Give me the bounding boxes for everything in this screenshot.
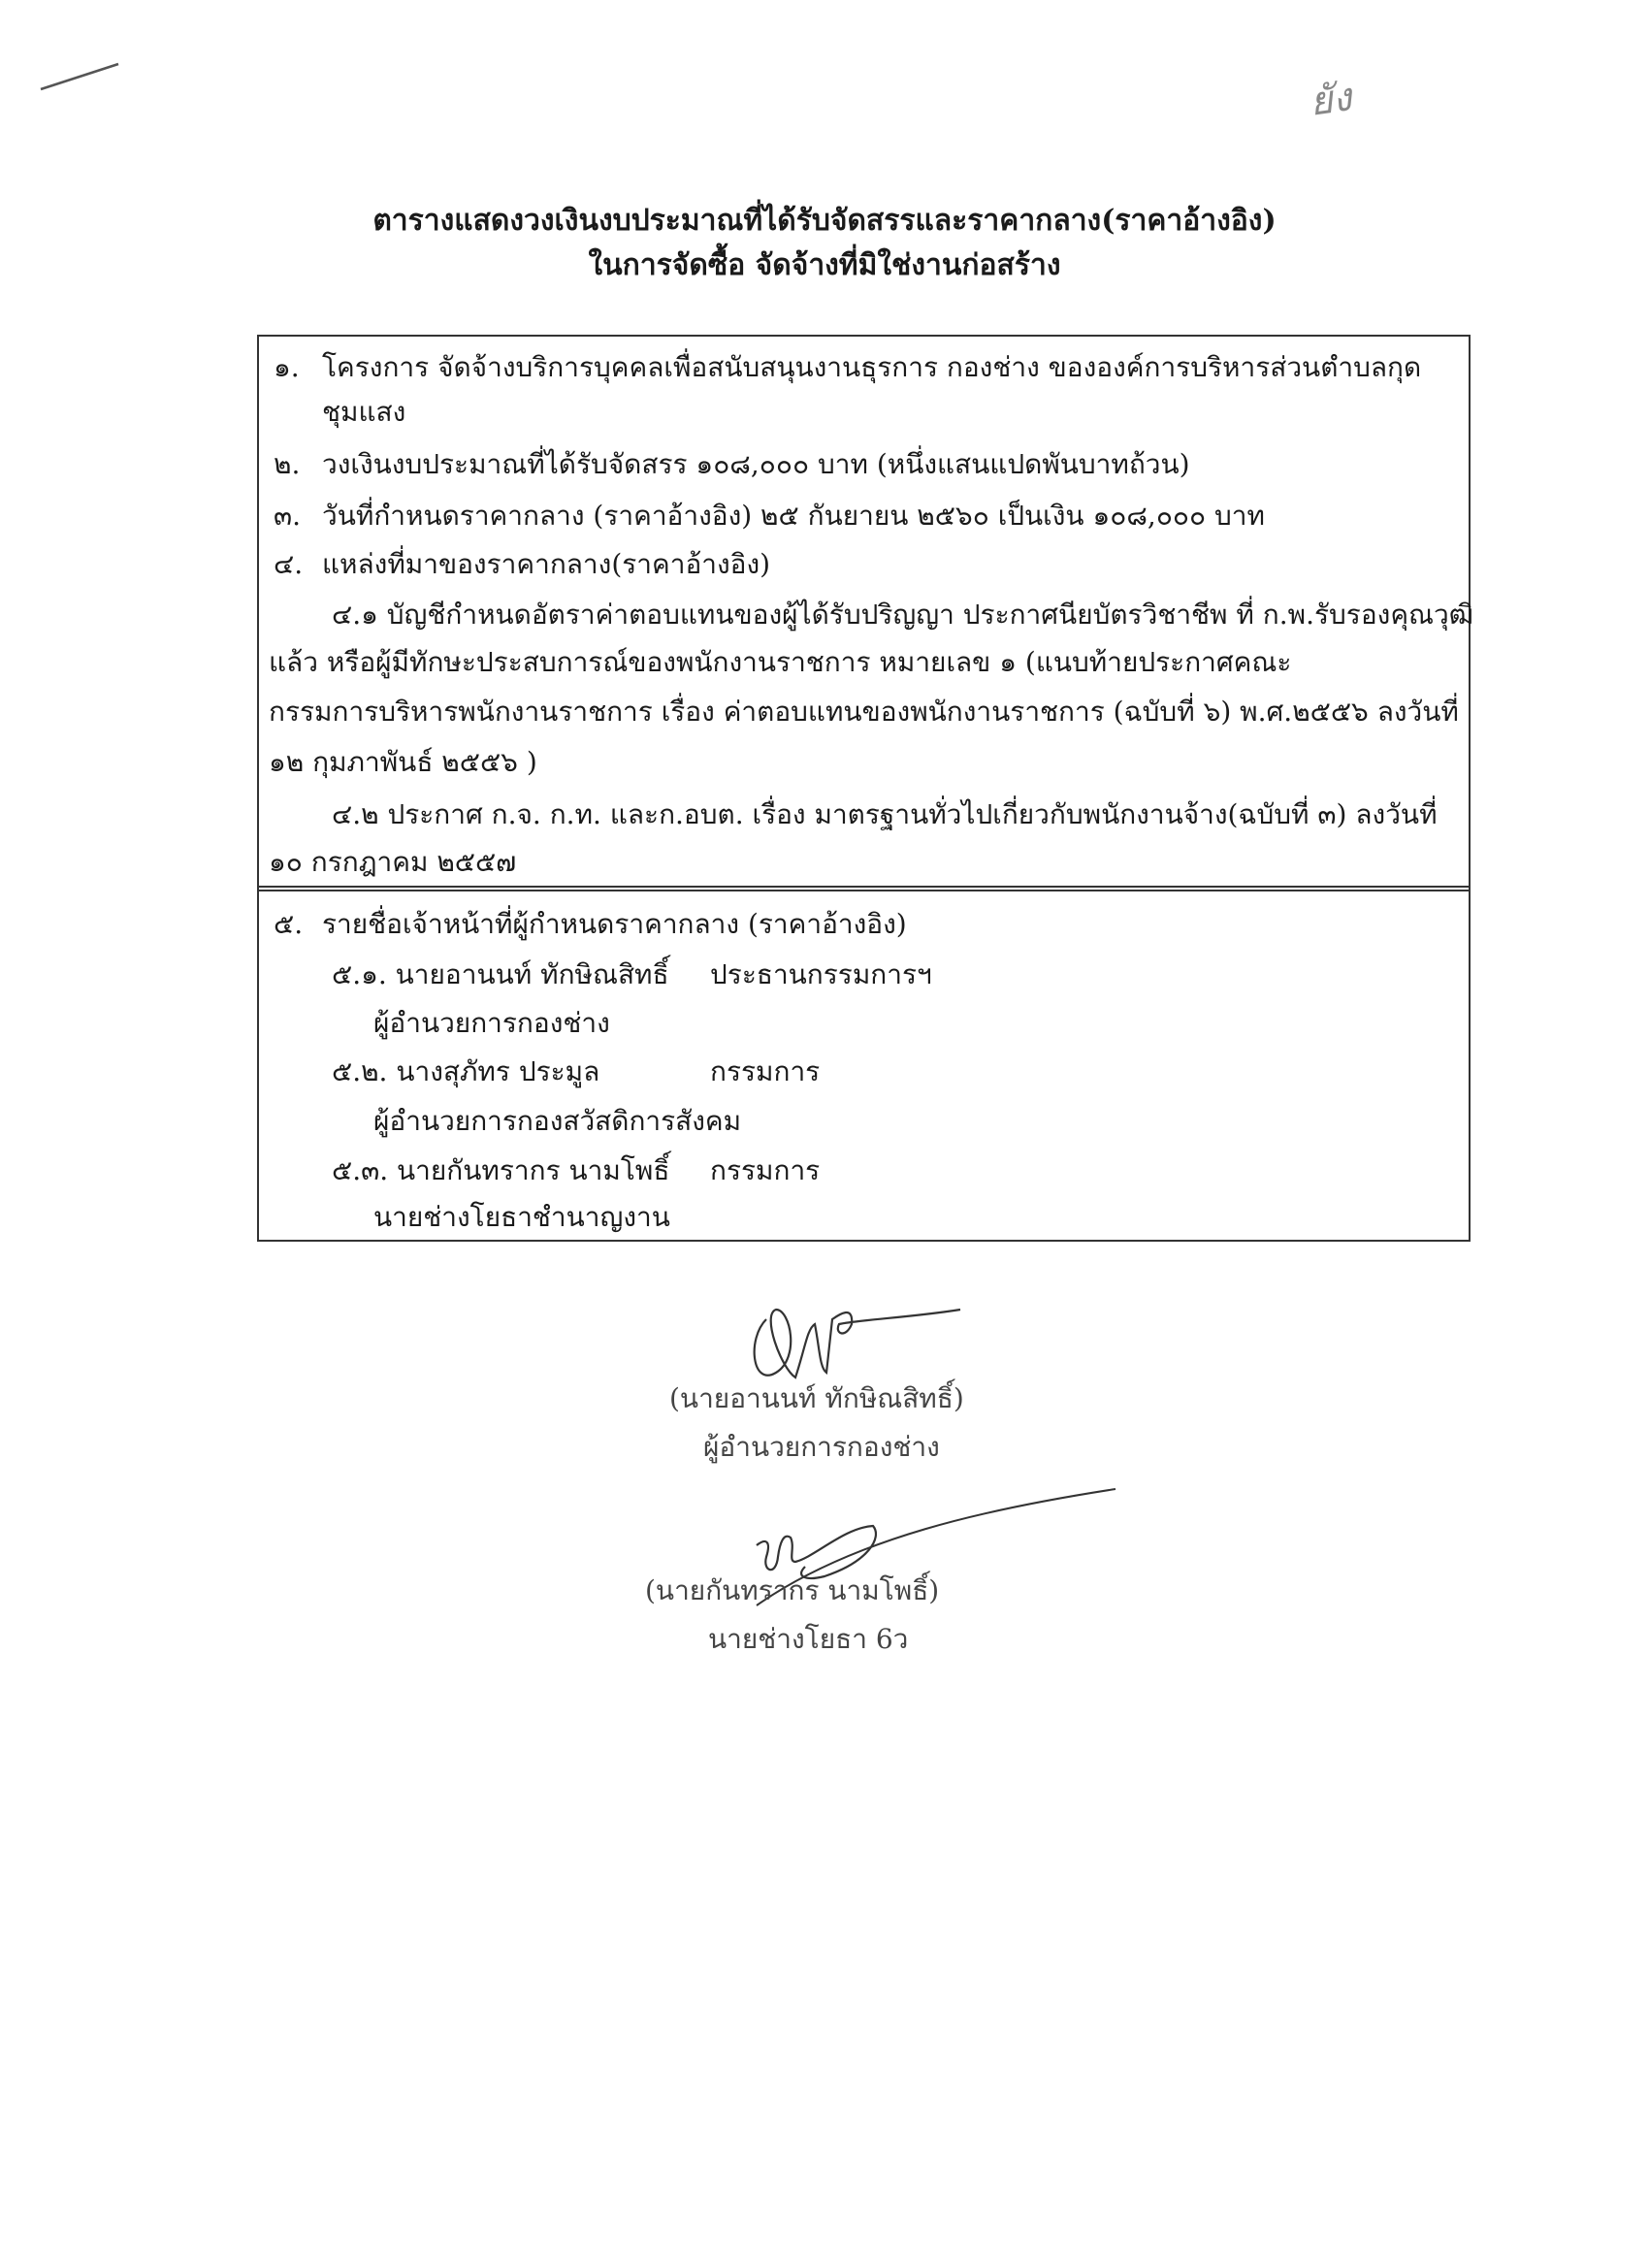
member-2-name: ๕.๒. นางสุภัทร ประมูล	[332, 1055, 600, 1087]
item-1-number: ๑.	[274, 351, 300, 383]
item-2-number: ๒.	[274, 448, 301, 480]
handwritten-page-mark: ยัง	[1307, 75, 1355, 125]
member-1-name: ๕.๑. นายอานนท์ ทักษิณสิทธิ์	[332, 958, 669, 990]
document-subtitle: ในการจัดซื้อ จัดจ้างที่มิใช่งานก่อสร้าง	[588, 248, 1061, 282]
signature-1-name: (นายอานนท์ ทักษิณสิทธิ์)	[669, 1382, 964, 1414]
item-4-1-line-4: ๑๒ กุมภาพันธ์ ๒๕๕๖ )	[269, 746, 537, 778]
item-5	[274, 905, 907, 944]
member-2-position: ผู้อำนวยการกองสวัสดิการสังคม	[373, 1105, 742, 1137]
item-4-text: แหล่งที่มาของราคากลาง(ราคาอ้างอิง)	[322, 548, 771, 580]
item-4-1-line-1: ๔.๑ บัญชีกำหนดอัตราค่าตอบแทนของผู้ได้รับปริญญา ประกาศนียบัตรวิชาชีพ ที่ ก.พ.รับรองคุณวุฒิ	[332, 599, 1474, 631]
member-1-position: ผู้อำนวยการกองช่าง	[373, 1007, 610, 1039]
signature-2-name: (นายกันทรากร นามโพธิ์)	[645, 1574, 940, 1606]
item-5-number: ๕.	[274, 908, 304, 940]
item-5-heading: รายชื่อเจ้าหน้าที่ผู้กำหนดราคากลาง (ราคาอ้างอิง)	[322, 908, 907, 940]
item-3-number: ๓.	[274, 500, 302, 532]
item-4-1-line-2: แล้ว หรือผู้มีทักษะประสบการณ์ของพนักงานราชการ หมายเลข ๑ (แนบท้ายประกาศคณะ	[269, 646, 1292, 678]
member-3-role: กรรมการ	[710, 1154, 821, 1186]
member-1-role: ประธานกรรมการฯ	[710, 958, 932, 990]
pen-stroke-mark	[37, 58, 124, 97]
item-2	[274, 445, 1190, 484]
item-4-1-line-3: กรรมการบริหารพนักงานราชการ เรื่อง ค่าตอบแทนของพนักงานราชการ (ฉบับที่ ๖) พ.ศ.๒๕๕๖ ลงวันที่	[269, 696, 1459, 728]
item-1-continuation: ชุมแสง	[322, 396, 406, 428]
item-4-2-line-1: ๔.๒ ประกาศ ก.จ. ก.ท. และก.อบต. เรื่อง มาตรฐานทั่วไปเกี่ยวกับพนักงานจ้าง(ฉบับที่ ๓) ลงวันที่	[332, 798, 1438, 830]
item-4-2-line-2: ๑๐ กรกฎาคม ๒๕๕๗	[269, 846, 517, 878]
member-3-position: นายช่างโยธาชำนาญงาน	[373, 1201, 670, 1233]
budget-info-box	[257, 335, 1474, 891]
item-3	[274, 497, 1265, 535]
member-3-name: ๕.๓. นายกันทรากร นามโพธิ์	[332, 1154, 670, 1186]
item-3-text: วันที่กำหนดราคากลาง (ราคาอ้างอิง) ๒๕ กันยายน ๒๕๖๐ เป็นเงิน ๑๐๘,๐๐๐ บาท	[322, 500, 1265, 532]
member-2-role: กรรมการ	[710, 1055, 821, 1087]
committee-box	[257, 886, 1471, 1242]
document-title: ตารางแสดงวงเงินงบประมาณที่ได้รับจัดสรรและราคากลาง(ราคาอ้างอิง)	[372, 204, 1277, 238]
item-1-text: โครงการ จัดจ้างบริการบุคคลเพื่อสนับสนุนงานธุรการ กองช่าง ขององค์การบริหารส่วนตำบลกุด	[322, 351, 1422, 383]
signature-2-position: นายช่างโยธา 6ว	[708, 1623, 909, 1655]
item-4	[274, 545, 770, 584]
item-4-number: ๔.	[274, 548, 304, 580]
item-2-text: วงเงินงบประมาณที่ได้รับจัดสรร ๑๐๘,๐๐๐ บาท (หนึ่งแสนแปดพันบาทถ้วน)	[322, 448, 1190, 480]
item-1	[274, 348, 1421, 387]
signature-1-position: ผู้อำนวยการกองช่าง	[703, 1431, 940, 1463]
